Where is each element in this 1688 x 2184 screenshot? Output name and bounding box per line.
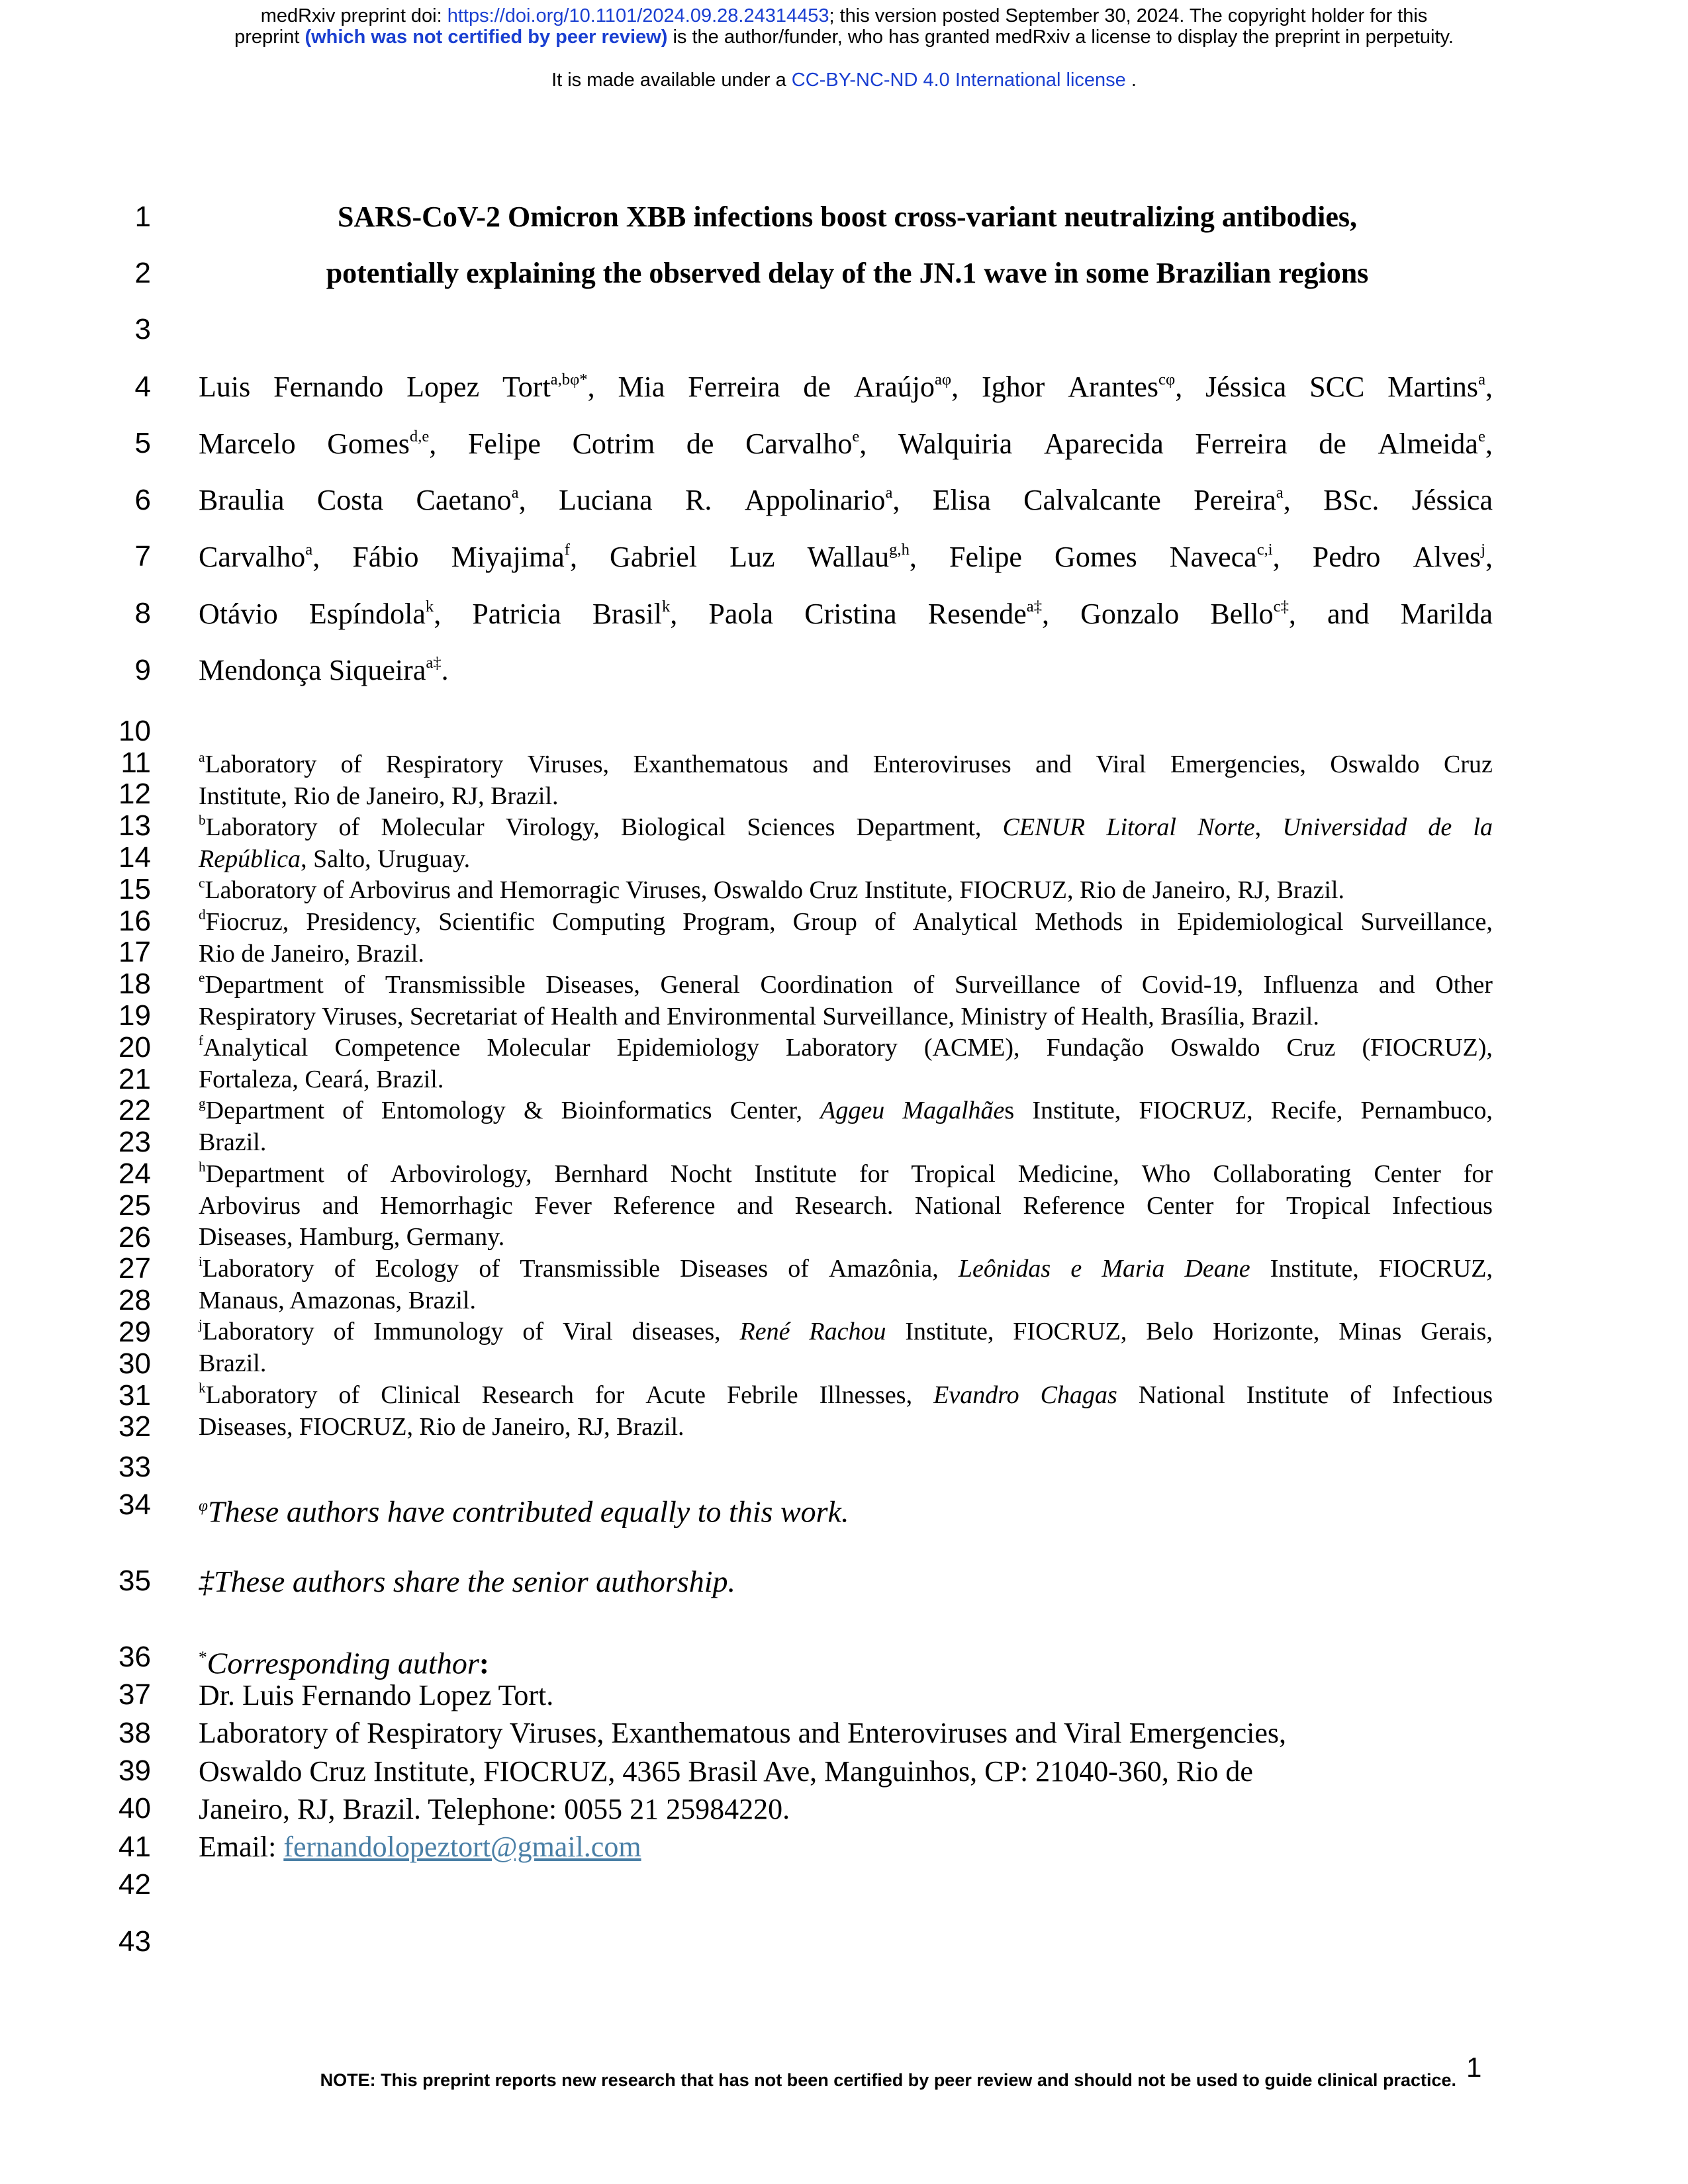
authors-line-6: Braulia Costa Caetano$^a$, Luciana R. Appolinario$^a$, Elisa Calvalcante Pereira$^a$, BSc. Jéssica <box>199 483 1493 516</box>
line-number: 41 <box>118 1831 151 1863</box>
page-number: 1 <box>1466 2052 1482 2083</box>
affiliation-k: $^k$Laboratory of Clinical Research for Acute Febrile Illnesses, Evandro Chagas National Institute of Infectious <box>199 1380 1493 1409</box>
peer-review-notice: (which was not certified by peer review) <box>305 26 668 48</box>
affiliation-j: $^j$Laboratory of Immunology of Viral diseases, René Rachou Institute, FIOCRUZ, Belo Horizonte, Minas Gerais, <box>199 1316 1493 1345</box>
line-number: 3 <box>134 313 151 345</box>
line-number: 14 <box>118 841 151 874</box>
line-number: 7 <box>134 540 151 572</box>
affiliation-d-cont: Rio de Janeiro, Brazil. <box>199 940 424 968</box>
doi-link[interactable]: https://doi.org/10.1101/2024.09.28.24314453 <box>447 5 829 26</box>
authors-line-4: Luis Fernando Lopez Tort$^{a,b\varphi*}$, Mia Ferreira de Araújo$^{a\varphi}$, Ighor Arantes$^{c\varphi}$, Jéssica SCC Martins$^a$, <box>199 370 1493 403</box>
line-number: 34 <box>118 1488 151 1521</box>
line-number: 28 <box>118 1284 151 1316</box>
affiliation-b: $^b$Laboratory of Molecular Virology, Biological Sciences Department, CENUR Litoral Norte, Universidad de la <box>199 812 1493 841</box>
line-number: 1 <box>134 201 151 233</box>
line-number: 24 <box>118 1158 151 1190</box>
line-number: 11 <box>120 747 151 779</box>
affiliation-h: $^h$Department of Arbovirology, Bernhard Nocht Institute for Tropical Medicine, Who Collaborating Center for <box>199 1159 1493 1188</box>
affiliation-b-cont: República, Salto, Uruguay. <box>199 845 471 873</box>
line-number: 10 <box>118 715 151 747</box>
senior-authorship-note: ‡These authors share the senior authorship. <box>199 1565 735 1598</box>
affiliation-a-cont: Institute, Rio de Janeiro, RJ, Brazil. <box>199 782 559 810</box>
paper-title-line-2: potentially explaining the observed delay of the JN.1 wave in some Brazilian regions <box>326 257 1369 289</box>
line-number: 8 <box>134 597 151 629</box>
affiliation-c: $^c$Laboratory of Arbovirus and Hemorragic Viruses, Oswaldo Cruz Institute, FIOCRUZ, Rio de Janeiro, RJ, Brazil. <box>199 875 1344 904</box>
affiliation-i: $^i$Laboratory of Ecology of Transmissible Diseases of Amazônia, Leônidas e Maria Deane Institute, FIOCRUZ, <box>199 1253 1493 1283</box>
line-number: 16 <box>118 905 151 937</box>
line-number: 5 <box>134 427 151 459</box>
affiliation-h-cont-2: Diseases, Hamburg, Germany. <box>199 1223 505 1251</box>
corresponding-author-label: *Corresponding author: <box>199 1646 490 1680</box>
authors-line-7: Carvalho$^a$, Fábio Miyajima$^f$, Gabriel Luz Wallau$^{g,h}$, Felipe Gomes Naveca$^{c,i}$, Pedro Alves$^j$, <box>199 540 1493 573</box>
line-number: 29 <box>118 1316 151 1348</box>
line-number: 39 <box>118 1754 151 1787</box>
line-number: 31 <box>118 1379 151 1412</box>
corresponding-author-email: Email: fernandolopeztort@gmail.com <box>199 1831 641 1863</box>
line-number: 26 <box>118 1221 151 1253</box>
affiliation-g-cont: Brazil. <box>199 1128 267 1156</box>
affiliation-i-cont: Manaus, Amazonas, Brazil. <box>199 1287 476 1314</box>
affiliation-g: $^g$Department of Entomology & Bioinformatics Center, Aggeu Magalhães Institute, FIOCRUZ, Recife, Pernambuco, <box>199 1095 1493 1124</box>
affiliation-j-cont: Brazil. <box>199 1349 267 1377</box>
line-number: 18 <box>118 968 151 1000</box>
line-number: 13 <box>118 809 151 842</box>
line-number: 17 <box>118 936 151 968</box>
affiliation-d: $^d$Fiocruz, Presidency, Scientific Computing Program, Group of Analytical Methods in Epidemiological Surveillance, <box>199 907 1493 936</box>
paper-title-line-1: SARS-CoV-2 Omicron XBB infections boost cross-variant neutralizing antibodies, <box>337 201 1358 233</box>
line-number: 2 <box>134 257 151 289</box>
affiliation-e: $^e$Department of Transmissible Diseases, General Coordination of Surveillance of Covid-19, Influenza and Other <box>199 970 1493 999</box>
line-number: 15 <box>118 873 151 905</box>
line-number: 38 <box>118 1717 151 1749</box>
line-number: 27 <box>118 1252 151 1285</box>
line-number: 20 <box>118 1031 151 1064</box>
line-number: 4 <box>134 371 151 403</box>
affiliation-h-cont-1: Arbovirus and Hemorrhagic Fever Reference and Research. National Reference Center for Tropical Infectious <box>199 1192 1493 1220</box>
line-number: 37 <box>118 1678 151 1711</box>
preprint-banner-line-1: medRxiv preprint doi: https://doi.org/10.1101/2024.09.28.24314453; this version posted September 30, 2024. The copyright holder for this <box>260 5 1428 26</box>
license-link[interactable]: CC-BY-NC-ND 4.0 International license <box>791 69 1126 91</box>
line-number: 21 <box>118 1063 151 1095</box>
line-number: 19 <box>118 999 151 1032</box>
line-number: 22 <box>118 1094 151 1126</box>
line-number: 25 <box>118 1189 151 1222</box>
corresponding-author-name: Dr. Luis Fernando Lopez Tort. <box>199 1679 554 1711</box>
affiliation-e-cont: Respiratory Viruses, Secretariat of Health and Environmental Surveillance, Ministry of Health, Brasília, Brazil. <box>199 1003 1319 1030</box>
line-number: 35 <box>118 1565 151 1597</box>
corresponding-author-address-1: Laboratory of Respiratory Viruses, Exanthematous and Enteroviruses and Viral Emergencies, <box>199 1717 1287 1749</box>
corresponding-author-address-2: Oswaldo Cruz Institute, FIOCRUZ, 4365 Brasil Ave, Manguinhos, CP: 21040-360, Rio de <box>199 1755 1253 1788</box>
authors-line-8: Otávio Espíndola$^k$, Patricia Brasil$^k$, Paola Cristina Resende$^{a\ddagger}$, Gonzalo Bello$^{c\ddagger}$, and Marilda <box>199 597 1493 630</box>
line-number: 23 <box>118 1126 151 1158</box>
line-number: 33 <box>118 1451 151 1483</box>
line-number: 42 <box>118 1868 151 1901</box>
equal-contribution-note: $^\varphi$These authors have contributed equally to this work. <box>199 1494 849 1529</box>
line-number: 6 <box>134 484 151 516</box>
line-number: 36 <box>118 1641 151 1673</box>
affiliation-a: $^a$Laboratory of Respiratory Viruses, Exanthematous and Enteroviruses and Viral Emergencies, Oswaldo Cruz <box>199 749 1493 778</box>
footer-disclaimer: NOTE: This preprint reports new research that has not been certified by peer review and should not be used to guide clinical practice. <box>320 2070 1456 2090</box>
corresponding-author-address-3: Janeiro, RJ, Brazil. Telephone: 0055 21 25984220. <box>199 1793 790 1825</box>
email-link[interactable]: fernandolopeztort@gmail.com <box>283 1831 641 1863</box>
line-number: 12 <box>118 778 151 810</box>
affiliation-k-cont: Diseases, FIOCRUZ, Rio de Janeiro, RJ, Brazil. <box>199 1413 684 1441</box>
preprint-banner-line-2: preprint (which was not certified by peer review) is the author/funder, who has granted medRxiv a license to display the preprint in perpetuity. <box>234 26 1454 48</box>
line-number: 40 <box>118 1792 151 1825</box>
affiliation-f-cont: Fortaleza, Ceará, Brazil. <box>199 1066 444 1093</box>
line-number: 9 <box>134 654 151 686</box>
license-banner: It is made available under a CC-BY-NC-ND 4.0 International license . <box>551 69 1137 91</box>
line-number: 32 <box>118 1410 151 1443</box>
line-number: 43 <box>118 1925 151 1958</box>
authors-line-5: Marcelo Gomes$^{d,e}$, Felipe Cotrim de Carvalho$^e$, Walquiria Aparecida Ferreira de Almeida$^e$, <box>199 427 1493 460</box>
authors-line-9: Mendonça Siqueira$^{a\ddagger}$. <box>199 653 449 686</box>
line-number: 30 <box>118 1347 151 1380</box>
affiliation-f: $^f$Analytical Competence Molecular Epidemiology Laboratory (ACME), Fundação Oswaldo Cruz (FIOCRUZ), <box>199 1032 1493 1062</box>
